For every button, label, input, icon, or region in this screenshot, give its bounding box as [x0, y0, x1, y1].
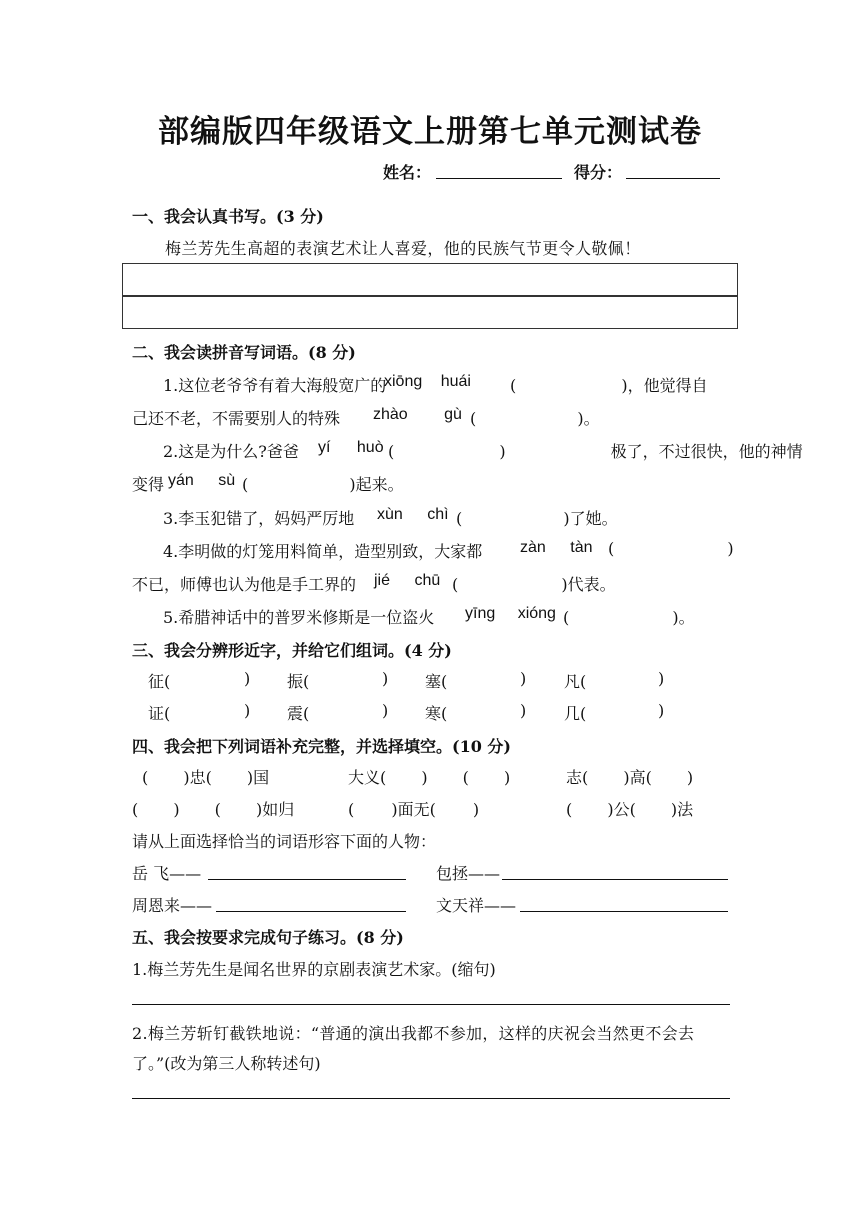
idiom-5: ( )面无( )	[348, 800, 480, 819]
score-label: 得分：	[574, 163, 623, 182]
char-sai: 塞(	[425, 672, 448, 691]
q2-1-pinyin-b: zhào gù	[373, 406, 462, 423]
sentence-q1-answer-line[interactable]	[132, 1004, 730, 1005]
section-1-heading: 一、我会认真书写。(3 分)	[132, 207, 324, 226]
q2-3-text-a: 3.李玉犯错了，妈妈严厉地	[163, 509, 355, 528]
blank-close: )	[382, 669, 389, 688]
char-fan: 凡(	[564, 672, 587, 691]
person-wentianxiang-answer[interactable]	[520, 911, 728, 912]
char-zhen2: 震(	[287, 704, 310, 723]
score-field[interactable]	[626, 178, 720, 179]
q2-2-text-b: ( ) 极了，不过很快，他的神情	[388, 442, 803, 461]
q2-1-text-a: 1.这位老爷爷有着大海般宽广的	[163, 376, 387, 395]
idiom-4: ( ) ( )如归	[132, 800, 295, 819]
person-yuefei-answer[interactable]	[208, 879, 406, 880]
name-label: 姓名：	[383, 163, 432, 182]
char-zheng: 征(	[148, 672, 171, 691]
person-zhouenlai-answer[interactable]	[216, 911, 406, 912]
q2-1-text-d: ( )。	[470, 409, 600, 428]
char-han: 寒(	[425, 704, 448, 723]
q2-4-text-b: ( )	[608, 539, 734, 558]
q2-4-text-c: 不已，师傅也认为他是手工界的	[132, 575, 357, 594]
person-zhouenlai-label: 周恩来——	[132, 896, 213, 915]
section-4-heading: 四、我会把下列词语补充完整，并选择填空。(10 分)	[132, 737, 511, 756]
blank-close: )	[244, 701, 251, 720]
char-zhen: 振(	[287, 672, 310, 691]
q2-2-text-a: 2.这是为什么?爸爸	[163, 442, 299, 461]
q2-2-text-d: ( )起来。	[242, 475, 404, 494]
q2-5-pinyin: yīng xióng	[465, 605, 556, 622]
blank-close: )	[244, 669, 251, 688]
blank-close: )	[658, 669, 665, 688]
blank-close: )	[520, 669, 527, 688]
q2-3-pinyin: xùn chì	[377, 506, 449, 523]
copy-sentence: 梅兰芳先生高超的表演艺术让人喜爱，他的民族气节更令人敬佩！	[165, 239, 641, 258]
person-yuefei-label: 岳 飞——	[132, 864, 202, 883]
q2-1-text-c: 己还不老，不需要别人的特殊	[132, 409, 341, 428]
q2-3-text-b: ( )了她。	[456, 509, 618, 528]
section-3-heading: 三、我会分辨形近字，并给它们组词。(4 分)	[132, 641, 452, 660]
idiom-6: ( )公( )法	[566, 800, 694, 819]
person-wentianxiang-label: 文天祥——	[436, 896, 517, 915]
section-4-instruction: 请从上面选择恰当的词语形容下面的人物：	[132, 832, 437, 851]
person-baozheng-label: 包拯——	[436, 864, 501, 883]
sentence-q2-line2: 了。”(改为第三人称转述句)	[132, 1054, 321, 1073]
idiom-2: 大义( ) ( )	[348, 768, 511, 787]
person-baozheng-answer[interactable]	[502, 879, 728, 880]
q2-4-pinyin-b: jié chū	[374, 572, 441, 589]
q2-2-text-c: 变得	[132, 475, 165, 494]
q2-5-text-a: 5.希腊神话中的普罗米修斯是一位盗火	[163, 608, 435, 627]
q2-4-text-a: 4.李明做的灯笼用料简单，造型别致，大家都	[163, 542, 483, 561]
sentence-q2-line1: 2.梅兰芳斩钉截铁地说：“普通的演出我都不参加，这样的庆祝会当然更不会去	[132, 1024, 695, 1043]
q2-1-text-b: ( )，他觉得自	[510, 376, 708, 395]
name-field[interactable]	[436, 178, 562, 179]
char-zheng2: 证(	[148, 704, 171, 723]
sentence-q2-answer-line[interactable]	[132, 1098, 730, 1099]
section-2-heading: 二、我会读拼音写词语。(8 分)	[132, 343, 356, 362]
blank-close: )	[520, 701, 527, 720]
q2-4-text-d: ( )代表。	[452, 575, 616, 594]
sentence-q1: 1.梅兰芳先生是闻名世界的京剧表演艺术家。(缩句)	[132, 960, 496, 979]
q2-1-pinyin-a: xiōng huái	[384, 373, 471, 390]
writing-box-2[interactable]	[122, 295, 738, 329]
blank-close: )	[658, 701, 665, 720]
q2-2-pinyin-b: yán sù	[168, 472, 236, 489]
blank-close: )	[382, 701, 389, 720]
q2-2-pinyin-a: yí huò	[318, 439, 384, 456]
writing-box-1[interactable]	[122, 263, 738, 297]
idiom-3: 志( )高( )	[566, 768, 694, 787]
idiom-1: ( )忠( )国	[142, 768, 270, 787]
q2-4-pinyin-a: zàn tàn	[520, 539, 593, 556]
page-title: 部编版四年级语文上册第七单元测试卷	[158, 114, 702, 150]
section-5-heading: 五、我会按要求完成句子练习。(8 分)	[132, 928, 404, 947]
char-ji: 几(	[564, 704, 587, 723]
q2-5-text-b: ( )。	[563, 608, 695, 627]
